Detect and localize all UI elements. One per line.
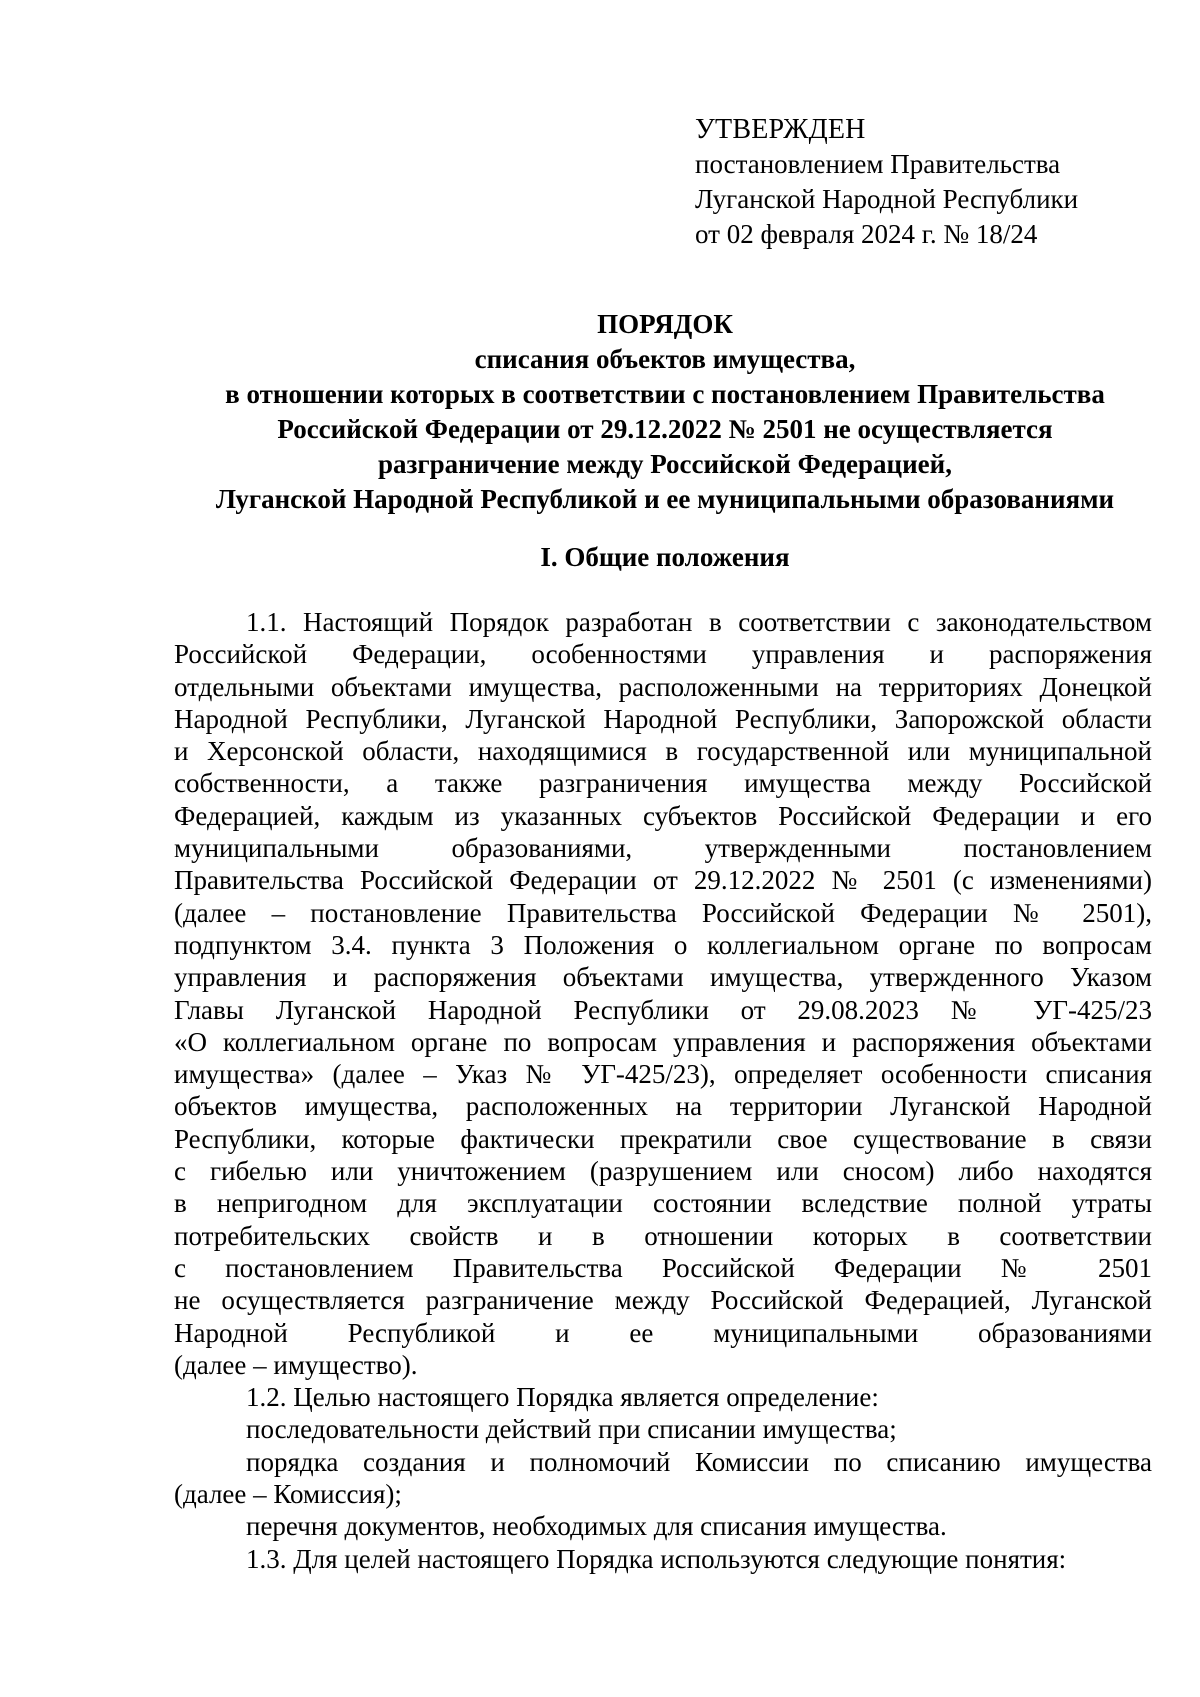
body-line: (далее – имущество).	[174, 1349, 418, 1380]
body-line: с гибелью или уничтожением (разрушением или сносом) либо находятся	[174, 1156, 1152, 1187]
body-line: Республики, которые фактически прекратили свое существование в связи	[174, 1123, 1152, 1154]
body-line: с постановлением Правительства Российской Федерации № 2501	[174, 1252, 1152, 1283]
body-text	[174, 606, 1152, 1575]
title-line: разграничение между Российской Федерацией,	[378, 449, 952, 479]
approval-stamp	[695, 112, 1135, 252]
approval-line: Луганской Народной Республики	[695, 184, 1079, 214]
body-line: «О коллегиальном органе по вопросам управления и распоряжения объектами	[174, 1026, 1152, 1057]
body-line: имущества» (далее – Указ № УГ-425/23), определяет особенности списания	[174, 1059, 1152, 1090]
body-line: порядка создания и полномочий Комиссии по списанию имущества	[246, 1446, 1152, 1477]
approval-line: постановлением Правительства	[695, 149, 1061, 179]
body-line: 1.2. Целью настоящего Порядка является определение:	[246, 1382, 879, 1413]
body-line: Народной Республики, Луганской Народной Республики, Запорожской области	[174, 703, 1152, 734]
body-line: собственности, а также разграничения имущества между Российской	[174, 768, 1152, 799]
body-line: Федерацией, каждым из указанных субъектов Российской Федерации и его	[174, 800, 1152, 831]
body-line: Главы Луганской Народной Республики от 29.08.2023 № УГ-425/23	[174, 994, 1152, 1025]
body-line: отдельными объектами имущества, расположенными на территориях Донецкой	[174, 671, 1152, 702]
body-line: муниципальными образованиями, утвержденными постановлением	[174, 833, 1152, 864]
title-line: списания объектов имущества,	[474, 344, 856, 374]
body-line: 1.1. Настоящий Порядок разработан в соответствии с законодательством	[246, 607, 1152, 637]
body-line: подпунктом 3.4. пункта 3 Положения о коллегиальном органе по вопросам	[174, 929, 1152, 960]
approval-line: от 02 февраля 2024 г. № 18/24	[695, 219, 1038, 249]
approval-heading: УТВЕРЖДЕН	[695, 114, 866, 145]
body-line: в непригодном для эксплуатации состоянии вследствие полной утраты	[174, 1188, 1152, 1219]
title-line: Луганской Народной Республикой и ее муниципальными образованиями	[215, 484, 1115, 514]
body-line: управления и распоряжения объектами имущества, утвержденного Указом	[174, 962, 1152, 993]
title-line: Российской Федерации от 29.12.2022 № 2501 не осуществляется	[277, 414, 1053, 444]
title-line: в отношении которых в соответствии с постановлением Правительства	[225, 379, 1105, 409]
body-line: 1.3. Для целей настоящего Порядка используются следующие понятия:	[246, 1543, 1067, 1574]
body-line: (далее – Комиссия);	[174, 1479, 402, 1510]
body-line: перечня документов, необходимых для списания имущества.	[246, 1511, 947, 1542]
body-line: Народной Республикой и ее муниципальными образованиями	[174, 1317, 1152, 1348]
body-line: потребительских свойств и в отношении которых в соответствии	[174, 1220, 1152, 1251]
body-line: Правительства Российской Федерации от 29.12.2022 № 2501 (с изменениями)	[174, 865, 1152, 896]
body-line: Российской Федерации, особенностями управления и распоряжения	[174, 639, 1152, 670]
body-line: последовательности действий при списании имущества;	[246, 1414, 897, 1445]
section-heading: I. Общие положения	[540, 542, 790, 572]
body-line: не осуществляется разграничение между Российской Федерацией, Луганской	[174, 1285, 1152, 1316]
body-line: и Херсонской области, находящимися в государственной или муниципальной	[174, 736, 1152, 767]
document-title	[150, 307, 1180, 517]
body-line: (далее – постановление Правительства Российской Федерации № 2501),	[174, 897, 1152, 928]
title-main: ПОРЯДОК	[597, 309, 733, 339]
body-line: объектов имущества, расположенных на территории Луганской Народной	[174, 1091, 1152, 1122]
